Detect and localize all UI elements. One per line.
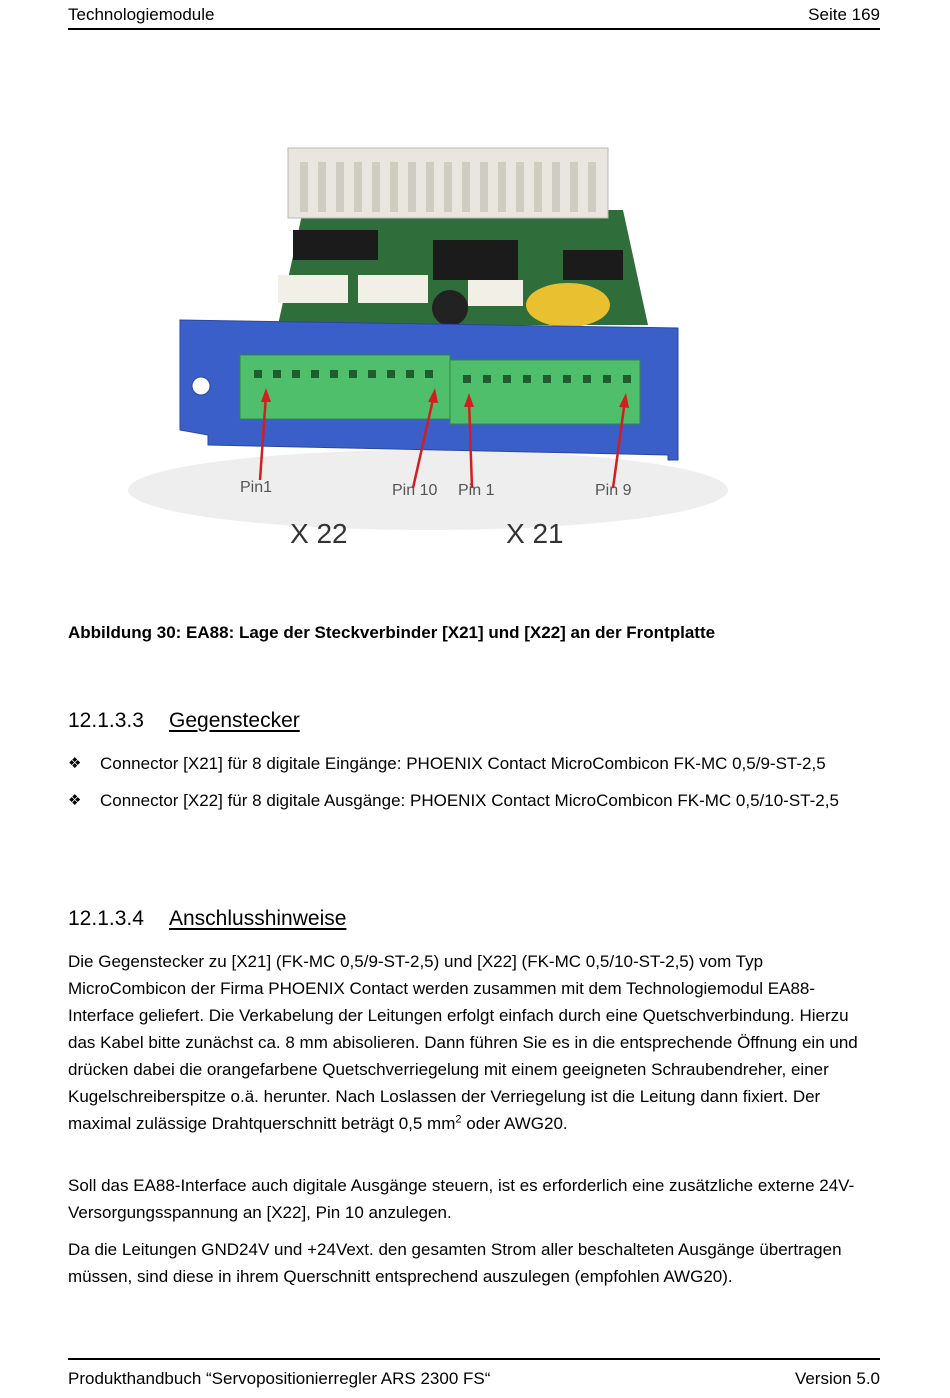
paragraph-text: oder AWG20.: [461, 1114, 568, 1133]
connector-x22: [240, 355, 450, 419]
bullet-item: [68, 750, 868, 777]
page-header: [68, 4, 880, 30]
header-page-number: Seite 169: [808, 5, 880, 24]
ic-chip: [433, 240, 518, 280]
ic-chip: [293, 230, 378, 260]
label-x22: X 22: [290, 518, 348, 549]
header-connector: [468, 280, 523, 306]
paragraph-text: Die Gegenstecker zu [X21] (FK-MC 0,5/9-ST-2,5) und [X22] (FK-MC 0,5/10-ST-2,5) vom Typ MicroCombicon der Firma PHOENIX Contact werden zusammen mit dem Technologiemodul EA88-Interface geliefert. Die Verkabelung der Leitungen erfolgt einfach durch eine Quetschverbindung. Hierzu das Kabel bitte zunächst ca. 8 mm abisolieren. Dann führen Sie es in die entsprechende Öffnung ein und drücken dabei die orangefarbene Quetschverriegelung mit einem geeigneten Schraubendreher, einer Kugelschreiberspitze o.ä. herunter. Nach Loslassen der Verriegelung ist die Leitung dann fixiert. Der maximal zulässige Drahtquerschnitt beträgt 0,5 mm: [68, 952, 858, 1133]
label-x21: X 21: [506, 518, 564, 549]
module-illustration: [68, 70, 880, 590]
bullet-text: Connector [X21] für 8 digitale Eingänge: PHOENIX Contact MicroCombicon FK-MC 0,5/9-ST-2,5: [100, 754, 826, 773]
bullet-text: Connector [X22] für 8 digitale Ausgänge: PHOENIX Contact MicroCombicon FK-MC 0,5/10-ST-2,5: [100, 791, 839, 810]
panel-hole: [192, 377, 210, 395]
label-x22-pin1: Pin1: [240, 479, 273, 496]
section-number: 12.1.3.3: [68, 709, 144, 732]
paragraph: Da die Leitungen GND24V und +24Vext. den gesamten Strom aller beschalteten Ausgänge übertragen müssen, sind diese in ihrem Querschnitt entsprechend auszulegen (empfohlen AWG20).: [68, 1240, 842, 1286]
battery: [526, 283, 610, 327]
paragraph: [68, 948, 880, 1137]
footer-title: Produkthandbuch “Servopositionierregler ARS 2300 FS“: [68, 1369, 491, 1388]
connector-x21: [450, 360, 640, 424]
label-x21-pin9: Pin 9: [595, 482, 632, 499]
header-connector: [358, 275, 428, 303]
ic-chip: [563, 250, 623, 280]
diamond-bullet-icon: ❖: [68, 792, 82, 809]
label-x22-pin10: Pin 10: [392, 482, 438, 499]
bullet-item: [68, 787, 868, 814]
capacitor: [432, 290, 468, 326]
paragraph: Soll das EA88-Interface auch digitale Ausgänge steuern, ist es erforderlich eine zusätzliche externe 24V-Versorgungsspannung an [X22], Pin 10 anzulegen.: [68, 1176, 855, 1222]
superscript: 2: [455, 1113, 462, 1126]
label-x21-pin1: Pin 1: [458, 482, 495, 499]
diamond-bullet-icon: ❖: [68, 755, 82, 772]
section-title: Anschlusshinweise: [169, 907, 347, 930]
module-photo: [68, 70, 880, 590]
header-chapter: Technologiemodule: [68, 5, 215, 24]
section-heading-anschlusshinweise: [68, 907, 346, 931]
header-connector: [278, 275, 348, 303]
section-number: 12.1.3.4: [68, 907, 144, 930]
page-footer: [68, 1358, 880, 1392]
section-heading-gegenstecker: [68, 709, 300, 733]
footer-version: Version 5.0: [794, 1369, 880, 1388]
section-title: Gegenstecker: [169, 709, 300, 732]
connector-pins-x21: [463, 375, 631, 383]
figure-caption: Abbildung 30: EA88: Lage der Steckverbinder [X21] und [X22] an der Frontplatte: [68, 623, 716, 642]
